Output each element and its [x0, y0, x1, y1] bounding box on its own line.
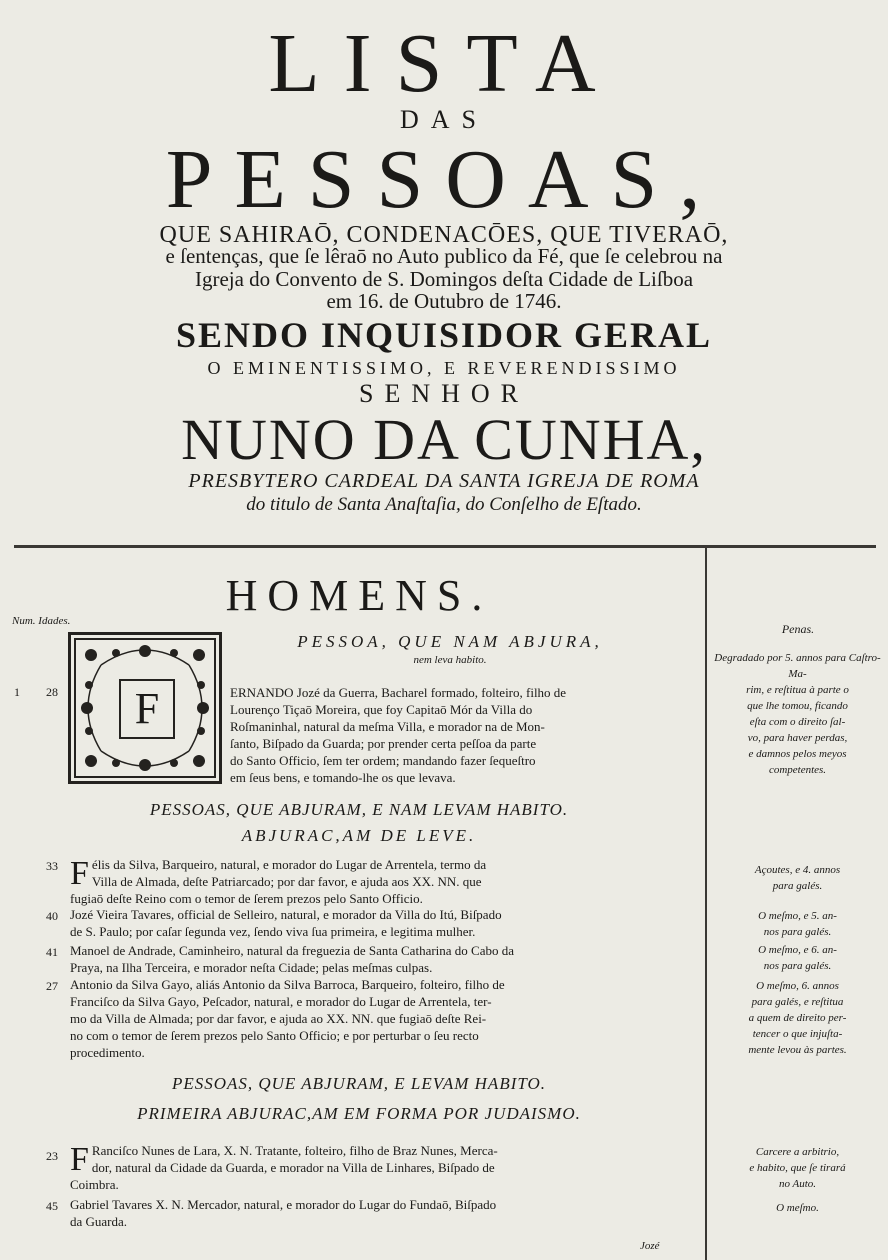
- title-presbytero: PRESBYTERO CARDEAL DA SANTA IGREJA DE ROMA: [188, 470, 700, 492]
- entry-line: da Guarda.: [70, 1214, 128, 1229]
- section-heading-levam-habito: PESSOAS, QUE ABJURAM, E LEVAM HABITO.: [171, 1074, 547, 1093]
- pena-line: rim, e reſtitua à parte o: [746, 684, 849, 696]
- title-subheading: QUE SAHIRAŌ, CONDENACŌES, QUE TIVERAŌ,: [159, 222, 729, 248]
- pena-line: vo, para haver perdas,: [747, 732, 848, 744]
- pena-line: Degradado por 5. annos para Caſtro-Ma-: [714, 652, 881, 680]
- horizontal-divider: [14, 545, 876, 548]
- entry-line: de S. Paulo; por caſar ſegunda vez, ſendo viva ſua primeira, e legitima mulher.: [70, 924, 476, 939]
- title-text-line-1: e ſentenças, que ſe lêraō no Auto publico da Fé, que ſe celebrou na: [165, 244, 723, 268]
- drop-cap: F: [70, 1141, 89, 1178]
- entry-line: Manoel de Andrade, Caminheiro, natural da freguezia de Santa Catharina do Cabo da: [70, 943, 515, 958]
- section-homens: HOMENS.: [225, 571, 493, 620]
- pena-line: O meſmo, e 5. an-: [758, 910, 837, 922]
- drop-cap: F: [70, 855, 89, 892]
- entry-line: Ranciſco Nunes de Lara, X. N. Tratante, folteiro, filho de Braz Nunes, Merca-: [91, 1143, 498, 1158]
- entry-text: [70, 906, 698, 940]
- pena-entry: [710, 978, 885, 1058]
- pena-line: no Auto.: [778, 1178, 817, 1190]
- title-text-line-2: Igreja do Convento de S. Domingos deſta Cidade de Liſboa: [194, 267, 694, 291]
- pena-line: que lhe tomou, ficando: [747, 700, 848, 712]
- catchword: Jozé: [640, 1240, 660, 1252]
- section-heading-abjuracam-leve: ABJURAC,AM DE LEVE.: [241, 826, 477, 845]
- entry-text: [70, 1142, 698, 1193]
- entry-age: 28: [46, 685, 58, 699]
- title-pessoas: PESSOAS,: [165, 133, 723, 226]
- section-heading-primeira-abjuracam: PRIMEIRA ABJURAC,AM EM FORMA POR JUDAISMO.: [137, 1104, 581, 1123]
- pena-line: e damnos pelos meyos: [748, 748, 847, 760]
- pena-line: O meſmo, e 6. an-: [758, 944, 837, 956]
- section-heading-nam-abjura: PESSOA, QUE NAM ABJURA,: [297, 632, 603, 651]
- entry-age: 45: [46, 1199, 58, 1213]
- column-header-num-idades: Num. Idades.: [12, 615, 71, 627]
- initial-letter: F: [119, 679, 175, 739]
- entry-line: no com o temor de ſerem prezos pelo Santo Officio; e por perturbar o ſeu recto: [70, 1028, 479, 1043]
- entry-text: [70, 942, 698, 976]
- pena-line: a quem de direito per-: [748, 1012, 847, 1024]
- title-date: em 16. de Outubro de 1746.: [326, 289, 562, 313]
- title-name: NUNO DA CUNHA,: [181, 407, 707, 472]
- pena-line: O meſmo, 6. annos: [756, 980, 839, 992]
- entry-line: ERNANDO Jozé da Guerra, Bacharel formado, folteiro, filho de: [230, 685, 567, 700]
- title-inquisidor: SENDO INQUISIDOR GERAL: [175, 315, 713, 355]
- pena-line: nos para galés.: [763, 960, 832, 972]
- pena-line: tencer o que injuſta-: [752, 1028, 843, 1040]
- entry-line: Praya, na Ilha Terceira, e morador neſta Cidade; pelas meſmas culpas.: [70, 960, 433, 975]
- pena-line: e habito, que ſe tirará: [749, 1162, 846, 1174]
- entry-age: 40: [46, 909, 58, 923]
- pena-line: mente levou às partes.: [748, 1044, 847, 1056]
- pena-line: eſta com o direito ſal-: [749, 716, 846, 728]
- decorative-initial-box: [68, 632, 222, 784]
- pena-entry: [710, 862, 885, 894]
- column-header-penas: Penas.: [781, 622, 815, 636]
- entry-age: 41: [46, 945, 58, 959]
- entry-age: 23: [46, 1149, 58, 1163]
- entry-age: 33: [46, 859, 58, 873]
- pena-line: competentes.: [768, 764, 827, 776]
- entry-number: 1: [14, 685, 20, 699]
- pena-entry: [710, 1200, 885, 1216]
- entry-line: mo da Villa de Almada; por dar favor, e ajuda ao XX. NN. que fugiaō deſte Rei-: [70, 1011, 487, 1026]
- entry-line: Roſmaninhal, natural da meſma Villa, e morador na de Mon-: [230, 719, 545, 734]
- entry-line: élis da Silva, Barqueiro, natural, e morador do Lugar de Arrentela, termo da: [91, 857, 487, 872]
- section-heading-nam-levam-habito: PESSOAS, QUE ABJURAM, E NAM LEVAM HABITO.: [149, 800, 569, 819]
- entry-line: Antonio da Silva Gayo, aliás Antonio da Silva Barroca, Barqueiro, folteiro, filho de: [70, 977, 505, 992]
- entry-text: [70, 856, 698, 907]
- entry-line: Lourenço Tiçaō Moreira, que foy Capitaō Mór da Villa do: [230, 702, 533, 717]
- entry-line: em ſeus bens, e tomando-lhe os que levava.: [230, 770, 456, 785]
- vertical-divider: [705, 545, 707, 1260]
- pena-line: Açoutes, e 4. annos: [754, 864, 841, 876]
- pena-entry: [710, 942, 885, 974]
- pena-line: para galés, e reſtitua: [751, 996, 844, 1008]
- pena-line: Carcere a arbitrio,: [755, 1146, 840, 1158]
- pena-entry: [710, 1144, 885, 1192]
- title-titulo: do titulo de Santa Anaſtaſia, do Conſelho de Eſtado.: [246, 494, 642, 515]
- entry-text: [70, 976, 698, 1061]
- section-subheading-habito: nem leva habito.: [413, 654, 487, 666]
- pena-line: O meſmo.: [776, 1202, 819, 1214]
- entry-line: procedimento.: [70, 1045, 145, 1060]
- title-senhor: SENHOR: [358, 379, 529, 408]
- title-eminentissimo: O EMINENTISSIMO, E REVERENDISSIMO: [207, 358, 681, 378]
- entry-line: fugiaō deſte Reino com o temor de ſerem prezos pelo Santo Officio.: [70, 891, 423, 906]
- entry-line: ſanto, Biſpado da Guarda; por prender certa peſſoa da parte: [230, 736, 537, 751]
- pena-line: nos para galés.: [763, 926, 832, 938]
- entry-text: [70, 1196, 698, 1230]
- pena-entry: [710, 908, 885, 940]
- entry-line: Franciſco da Silva Gayo, Peſcador, natural, e morador do Lugar de Arrentela, ter-: [70, 994, 492, 1009]
- entry-line: Gabriel Tavares X. N. Mercador, natural, e morador do Lugar do Fundaō, Biſpado: [70, 1197, 497, 1212]
- entry-line: dor, natural da Cidade da Guarda, e morador na Villa de Linhares, Biſpado de: [91, 1160, 495, 1175]
- title-das: DAS: [399, 105, 488, 134]
- entry-line: Jozé Vieira Tavares, official de Selleiro, natural, e morador da Villa do Itú, Biſpado: [70, 907, 502, 922]
- pena-entry: [710, 650, 885, 778]
- entry-line: do Santo Officio, ſem ter ordem; mandando fazer ſequeſtro: [230, 753, 536, 768]
- title-lista: LISTA: [268, 17, 620, 110]
- entry-line: Villa de Almada, deſte Patriarcado; por dar favor, e ajuda aos XX. NN. que: [91, 874, 482, 889]
- entry-line: Coimbra.: [70, 1177, 119, 1192]
- entry-age: 27: [46, 979, 58, 993]
- entry-text: [230, 684, 695, 786]
- pena-line: para galés.: [772, 880, 823, 892]
